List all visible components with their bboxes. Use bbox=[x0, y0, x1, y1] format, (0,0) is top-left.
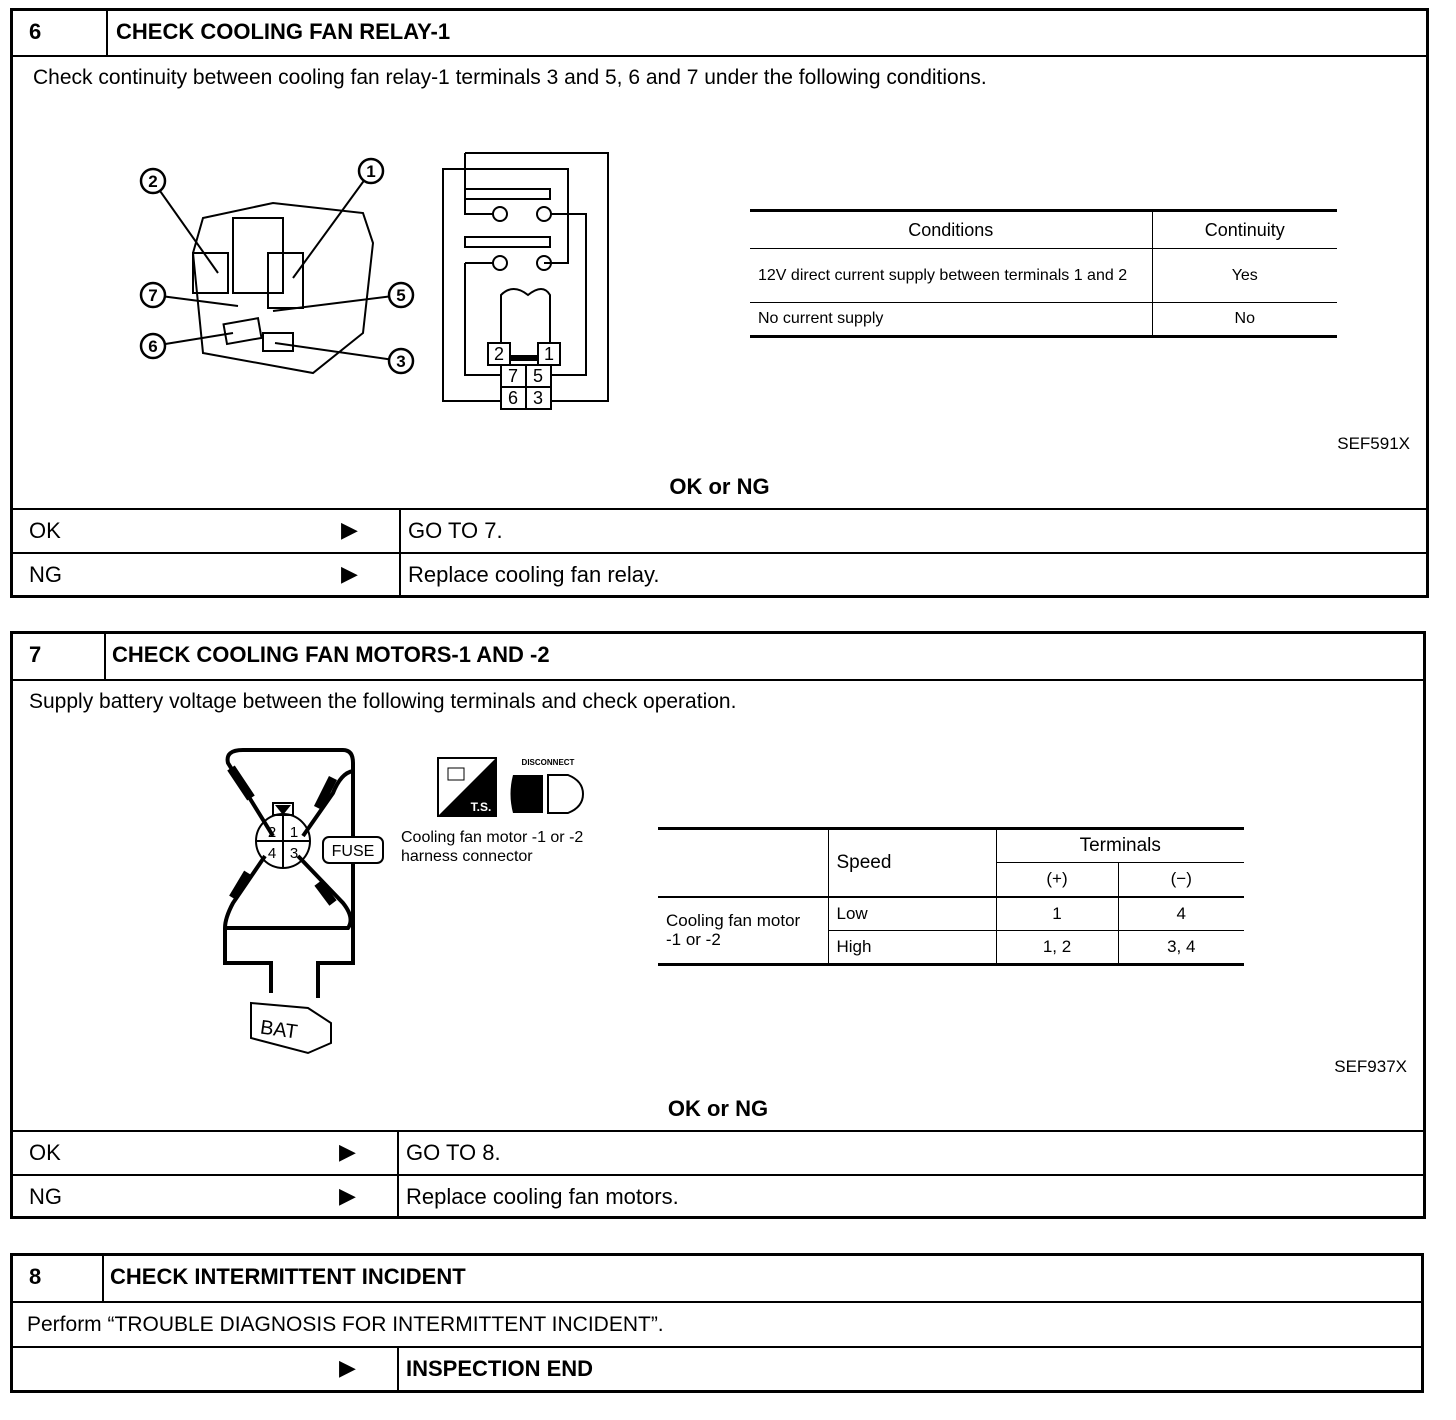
arrow-icon: ▶ bbox=[339, 1355, 356, 1380]
item-cell: Cooling fan motor -1 or -2 bbox=[658, 897, 828, 965]
plus-cell: 1, 2 bbox=[996, 931, 1118, 965]
figure-code: SEF591X bbox=[1337, 434, 1410, 453]
result-row-ng bbox=[13, 552, 1426, 596]
result-action: Replace cooling fan relay. bbox=[399, 554, 660, 596]
svg-text:T.S.: T.S. bbox=[470, 800, 492, 814]
arrow-icon: ▶ bbox=[339, 1139, 356, 1164]
step-header bbox=[13, 634, 1423, 681]
ts-icon bbox=[438, 758, 496, 816]
terminal-1: 1 bbox=[543, 344, 555, 364]
result-heading: OK or NG bbox=[667, 1096, 769, 1121]
relay-diagram bbox=[123, 143, 623, 423]
svg-text:DISCONNECT: DISCONNECT bbox=[521, 758, 575, 767]
header-speed: Speed bbox=[828, 829, 996, 897]
result-row-ok bbox=[13, 508, 1426, 552]
callout-3: 3 bbox=[396, 352, 406, 371]
terminal-3: 3 bbox=[532, 388, 544, 408]
speed-cell: High bbox=[828, 931, 996, 965]
terminal-7: 7 bbox=[507, 366, 519, 386]
header-continuity: Continuity bbox=[1152, 211, 1337, 249]
step-6 bbox=[10, 8, 1429, 598]
battery-label: BAT bbox=[258, 1016, 299, 1044]
continuity-cell: Yes bbox=[1152, 249, 1337, 303]
result-key: OK bbox=[29, 518, 61, 543]
header-minus: (−) bbox=[1118, 863, 1244, 897]
step-title: CHECK INTERMITTENT INCIDENT bbox=[110, 1264, 466, 1289]
terminal-6: 6 bbox=[507, 388, 519, 408]
step-description: Supply battery voltage between the following terminals and check operation. bbox=[29, 690, 737, 713]
step-description: Perform “TROUBLE DIAGNOSIS FOR INTERMITTENT INCIDENT”. bbox=[27, 1313, 664, 1336]
condition-cell: No current supply bbox=[750, 303, 1152, 337]
arrow-icon: ▶ bbox=[339, 1183, 356, 1208]
callout-7: 7 bbox=[148, 286, 158, 305]
callout-1: 1 bbox=[366, 162, 376, 181]
callout-6: 6 bbox=[148, 337, 158, 356]
step-description: Check continuity between cooling fan relay-1 terminals 3 and 5, 6 and 7 under the following conditions. bbox=[33, 66, 987, 89]
terminal-2: 2 bbox=[493, 344, 505, 364]
continuity-table bbox=[750, 209, 1337, 338]
condition-cell: 12V direct current supply between terminals 1 and 2 bbox=[750, 249, 1152, 303]
connector-caption: Cooling fan motor -1 or -2 harness connector bbox=[401, 829, 584, 865]
result-row-ok bbox=[13, 1130, 1423, 1174]
terminal-5: 5 bbox=[532, 366, 544, 386]
terminal-1: 1 bbox=[289, 824, 299, 841]
result-action: Replace cooling fan motors. bbox=[397, 1176, 679, 1218]
step-number: 7 bbox=[13, 634, 106, 679]
terminal-2: 2 bbox=[267, 824, 277, 841]
callout-2: 2 bbox=[148, 172, 158, 191]
motor-test-diagram bbox=[203, 743, 623, 1063]
arrow-icon: ▶ bbox=[341, 517, 358, 542]
minus-cell: 3, 4 bbox=[1118, 931, 1244, 965]
step-header bbox=[13, 11, 1426, 57]
result-key: NG bbox=[29, 562, 62, 587]
result-key: OK bbox=[29, 1140, 61, 1165]
step-title: CHECK COOLING FAN MOTORS-1 AND -2 bbox=[112, 642, 550, 667]
result-row-ng bbox=[13, 1174, 1423, 1218]
result-key: NG bbox=[29, 1184, 62, 1209]
callout-5: 5 bbox=[396, 286, 406, 305]
result-action: INSPECTION END bbox=[397, 1348, 593, 1391]
speed-cell: Low bbox=[828, 897, 996, 931]
step-number: 6 bbox=[13, 11, 108, 55]
plus-cell: 1 bbox=[996, 897, 1118, 931]
step-title: CHECK COOLING FAN RELAY-1 bbox=[116, 19, 451, 44]
terminal-3: 3 bbox=[289, 845, 299, 862]
step-number: 8 bbox=[13, 1256, 104, 1301]
arrow-icon: ▶ bbox=[341, 561, 358, 586]
result-row-end bbox=[13, 1346, 1421, 1391]
step-8 bbox=[10, 1253, 1424, 1393]
terminal-4: 4 bbox=[267, 845, 277, 862]
minus-cell: 4 bbox=[1118, 897, 1244, 931]
result-action: GO TO 7. bbox=[399, 510, 503, 552]
header-plus: (+) bbox=[996, 863, 1118, 897]
motor-terminals-table bbox=[658, 827, 1244, 966]
result-action: GO TO 8. bbox=[397, 1132, 501, 1174]
figure-code: SEF937X bbox=[1334, 1057, 1407, 1076]
step-7 bbox=[10, 631, 1426, 1219]
header-terminals: Terminals bbox=[996, 829, 1244, 863]
header-conditions: Conditions bbox=[750, 211, 1152, 249]
fuse-label: FUSE bbox=[331, 843, 375, 860]
step-header bbox=[13, 1256, 1421, 1303]
disconnect-icon bbox=[511, 758, 584, 813]
continuity-cell: No bbox=[1152, 303, 1337, 337]
result-heading: OK or NG bbox=[669, 474, 770, 499]
